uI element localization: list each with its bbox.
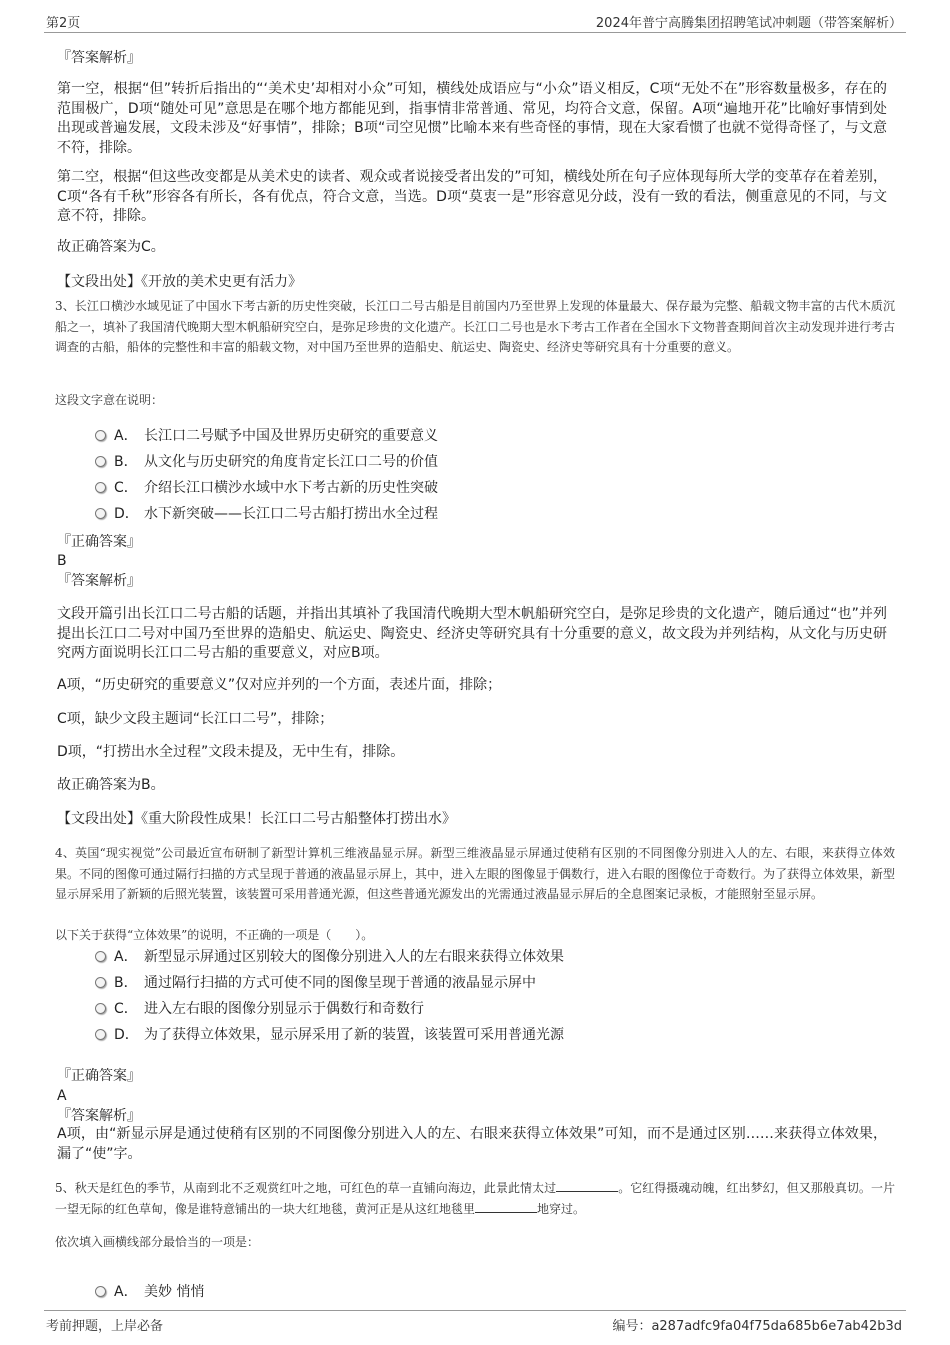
q3-analysis-para4: D项，“打捞出水全过程”文段未提及，无中生有，排除。 — [57, 744, 405, 760]
q5-question: 依次填入画横线部分最恰当的一项是： — [55, 1235, 260, 1249]
q3-option-c[interactable]: C． 介绍长江口横沙水域中水下考古新的历史性突破 — [95, 477, 875, 499]
q4-option-a[interactable]: A． 新型显示屏通过区别较大的图像分别进入人的左右眼来获得立体效果 — [95, 946, 875, 968]
fill-blank-1 — [556, 1179, 618, 1192]
q3-question: 这段文字意在说明： — [55, 393, 164, 407]
radio-icon[interactable] — [95, 1029, 106, 1040]
q4-answer: A — [57, 1088, 67, 1104]
q3-analysis-label: 『答案解析』 — [57, 573, 141, 589]
page-number: 第2页 — [46, 16, 81, 31]
radio-icon[interactable] — [95, 977, 106, 988]
q4-passage: 4、英国“现实视觉”公司最近宣布研制了新型计算机三维液晶显示屏。新型三维液晶显示屏通过使稍有区别的不同图像分别进入人的左、右眼，来获得立体效果。不同的图像可通过隔行扫描的方式呈现于普通的液晶显示屏上，其中，进入左眼的图像显于偶数行，进入右眼的图像位于奇数行。为了获得立体效果，新型显示屏采用了新颖的后照光装置，该装置可采用普通光源，但这些普通光源发出的光需通过液晶显示屏后的全息图案记录板，才能照射至显示屏。 — [55, 846, 896, 901]
q5-passage: 5、秋天是红色的季节，从南到北不乏观赏红叶之地，可红色的草一直铺向海边，此景此情太过 。它红得摄魂动魄，红出梦幻，但又那般真切。一片一望无际的红色草甸，像是谁特意铺出的一块大红地毯，黄河正是从这红地毯里 地穿过。 — [55, 1181, 895, 1216]
q3-option-d[interactable]: D． 水下新突破——长江口二号古船打捞出水全过程 — [95, 503, 875, 525]
document-id: 编号：a287adfc9fa04f75da685b6e7ab42b3d — [612, 1319, 902, 1334]
q4-option-b[interactable]: B． 通过隔行扫描的方式可使不同的图像呈现于普通的液晶显示屏中 — [95, 972, 875, 994]
q4-analysis-label: 『答案解析』 — [57, 1108, 141, 1124]
q3-option-a[interactable]: A． 长江口二号赋予中国及世界历史研究的重要意义 — [95, 425, 875, 447]
q3-answer-label: 『正确答案』 — [57, 534, 141, 550]
radio-icon[interactable] — [95, 482, 106, 493]
fill-blank-2 — [475, 1200, 537, 1213]
radio-icon[interactable] — [95, 1003, 106, 1014]
q3-analysis-para1: 文段开篇引出长江口二号古船的话题，并指出其填补了我国清代晚期大型木帆船研究空白，是弥足珍贵的文化遗产，随后通过“也”并列提出长江口二号对中国乃至世界的造船史、航运史、陶瓷史、经济史等研究具有十分重要的意义，故文段为并列结构，从文化与历史研究两方面说明长江口二号古船的重要意义，对应B项。 — [57, 606, 887, 661]
radio-icon[interactable] — [95, 951, 106, 962]
radio-icon[interactable] — [95, 430, 106, 441]
q3-source: 【文段出处】《重大阶段性成果！长江口二号古船整体打捞出水》 — [57, 811, 456, 827]
radio-icon[interactable] — [95, 456, 106, 467]
q3-conclusion: 故正确答案为B。 — [57, 777, 165, 793]
q4-answer-label: 『正确答案』 — [57, 1068, 141, 1084]
q4-option-c[interactable]: C． 进入左右眼的图像分别显示于偶数行和奇数行 — [95, 998, 875, 1020]
document-title: 2024年普宁高腾集团招聘笔试冲刺题（带答案解析） — [595, 16, 902, 31]
q2-source: 【文段出处】《开放的美术史更有活力》 — [57, 274, 302, 290]
q4-option-d[interactable]: D． 为了获得立体效果，显示屏采用了新的装置，该装置可采用普通光源 — [95, 1024, 875, 1046]
q4-analysis-para1: A项，由“新显示屏是通过使稍有区别的不同图像分别进入人的左、右眼来获得立体效果”可知，而不是通过区别……来获得立体效果，漏了“使”字。 — [57, 1126, 887, 1162]
q3-analysis-para3: C项，缺少文段主题词“长江口二号”，排除； — [57, 711, 334, 727]
q2-analysis-label: 『答案解析』 — [57, 50, 141, 66]
footer-slogan: 考前押题，上岸必备 — [46, 1319, 164, 1334]
q5-option-a[interactable]: A． 美妙 悄悄 — [95, 1281, 875, 1303]
radio-icon[interactable] — [95, 508, 106, 519]
q3-answer: B — [57, 553, 67, 569]
q3-option-b[interactable]: B． 从文化与历史研究的角度肯定长江口二号的价值 — [95, 451, 875, 473]
radio-icon[interactable] — [95, 1286, 106, 1297]
q3-passage: 3、长江口横沙水域见证了中国水下考古新的历史性突破，长江口二号古船是目前国内乃至世界上发现的体量最大、保存最为完整、船载文物丰富的古代木质沉船之一，填补了我国清代晚期大型木帆船研究空白，是弥足珍贵的文化遗产。长江口二号也是水下考古工作者在全国水下文物普查期间首次主动发现并进行考古调查的古船，船体的完整性和丰富的船载文物，对中国乃至世界的造船史、航运史、陶瓷史、经济史等研究具有十分重要的意义。 — [55, 299, 896, 354]
page-header — [44, 10, 906, 33]
page-footer — [44, 1310, 906, 1335]
q2-analysis-para1: 第一空，根据“但”转折后指出的“‘美术史’却相对小众”可知，横线处成语应与“小众”语义相反，C项“无处不在”形容数量极多，存在的范围极广，D项“随处可见”意思是在哪个地方都能见到，指事情非常普通、常见，均符合文意，保留。A项“遍地开花”比喻好事情到处出现或普遍发展，文段未涉及“好事情”，排除；B项“司空见惯”比喻本来有些奇怪的事情，现在大家看惯了也就不觉得奇怪了，与文意不符，排除。 — [57, 81, 887, 156]
q2-conclusion: 故正确答案为C。 — [57, 239, 165, 255]
q3-analysis-para2: A项，“历史研究的重要意义”仅对应并列的一个方面，表述片面，排除； — [57, 677, 502, 693]
q2-analysis-para2: 第二空，根据“但这些改变都是从美术史的读者、观众或者说接受者出发的”可知，横线处所在句子应体现每所大学的变革存在着差别，C项“各有千秋”形容各有所长，各有优点，符合文意，当选。D项“莫衷一是”形容意见分歧，没有一致的看法，侧重意见的不同，与文意不符，排除。 — [57, 169, 887, 224]
q4-question: 以下关于获得“立体效果”的说明，不正确的一项是（ ）。 — [55, 928, 374, 942]
